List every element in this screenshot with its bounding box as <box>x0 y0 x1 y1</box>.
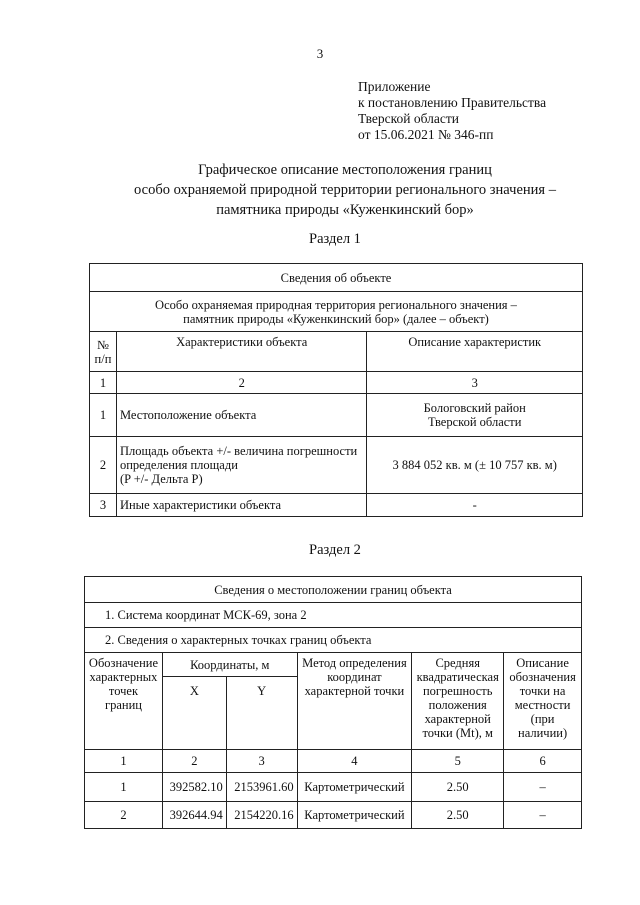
row-description: - <box>367 494 583 517</box>
point-designation: 2 <box>85 802 163 829</box>
characteristic-line: (P +/- Дельта P) <box>119 472 203 486</box>
header-line: точки на <box>519 684 566 698</box>
title-line: памятника природы «Куженкинский бор» <box>216 202 474 218</box>
object-name-line: Особо охраняемая природная территория регионального значения – <box>155 297 517 312</box>
header-x: X <box>162 677 226 750</box>
table-row <box>90 494 583 517</box>
table-row <box>85 802 582 829</box>
header-line: обозначения <box>509 670 576 684</box>
row-characteristic: Иные характеристики объекта <box>116 494 366 517</box>
point-x: 392582.10 <box>162 773 226 802</box>
appendix-line: Тверской области <box>358 111 459 126</box>
table-row <box>85 773 582 802</box>
col-number: 6 <box>504 750 582 773</box>
characteristic-line: Площадь объекта +/- величина погрешности <box>119 444 358 458</box>
point-error: 2.50 <box>412 802 504 829</box>
header-line: Средняя <box>435 656 480 670</box>
header-marker <box>504 653 582 750</box>
table-title: Сведения об объекте <box>90 264 583 292</box>
row-number: 1 <box>90 394 117 437</box>
header-line: Метод определения <box>302 656 407 670</box>
characteristic-line: определения площади <box>119 458 238 472</box>
point-marker: – <box>504 773 582 802</box>
description-line: Бологовский район <box>423 401 526 415</box>
col-number: 3 <box>367 372 583 394</box>
header-line: Описание <box>516 656 569 670</box>
col-number: 5 <box>412 750 504 773</box>
appendix-block <box>358 79 546 143</box>
object-name-line: памятник природы «Куженкинский бор» (далее – объект) <box>183 311 489 326</box>
point-method: Картометрический <box>297 773 412 802</box>
header-characteristic: Характеристики объекта <box>116 332 366 372</box>
object-name-cell <box>90 292 583 332</box>
section2-heading: Раздел 2 <box>309 542 361 558</box>
point-designation: 1 <box>85 773 163 802</box>
header-y: Y <box>226 677 297 750</box>
col-number: 3 <box>226 750 297 773</box>
appendix-line: к постановлению Правительства <box>358 95 547 110</box>
point-marker: – <box>504 802 582 829</box>
header-num <box>90 332 117 372</box>
header-method <box>297 653 412 750</box>
table-row <box>90 437 583 494</box>
col-number: 1 <box>85 750 163 773</box>
header-num-line: п/п <box>94 351 112 366</box>
description-line: Тверской области <box>427 415 522 429</box>
title-line: особо охраняемой природной территории регионального значения – <box>134 182 556 198</box>
header-line: (при <box>530 712 555 726</box>
header-line: характерной точки <box>304 684 405 698</box>
header-num-line: № <box>97 337 109 352</box>
header-description: Описание характеристик <box>367 332 583 372</box>
header-line: точки (Mt), м <box>422 726 493 740</box>
point-method: Картометрический <box>297 802 412 829</box>
header-line: характерных <box>89 670 158 684</box>
header-line: характерной <box>424 712 491 726</box>
document-title <box>60 160 630 220</box>
row-description <box>367 394 583 437</box>
points-title: 2. Сведения о характерных точках границ объекта <box>85 628 582 653</box>
row-description: 3 884 052 кв. м (± 10 757 кв. м) <box>367 437 583 494</box>
header-line: погрешность <box>422 684 493 698</box>
row-characteristic <box>116 437 366 494</box>
col-number: 4 <box>297 750 412 773</box>
coordinate-system: 1. Система координат МСК-69, зона 2 <box>85 603 582 628</box>
object-info-table <box>89 263 583 517</box>
point-error: 2.50 <box>412 773 504 802</box>
col-number: 1 <box>90 372 117 394</box>
row-number: 3 <box>90 494 117 517</box>
header-line: точек <box>108 684 139 698</box>
appendix-line: Приложение <box>358 79 431 94</box>
header-designation <box>85 653 163 750</box>
boundary-points-table <box>84 576 582 829</box>
table-row <box>90 394 583 437</box>
header-line: наличии) <box>518 726 568 740</box>
table-title: Сведения о местоположении границ объекта <box>85 577 582 603</box>
point-y: 2153961.60 <box>226 773 297 802</box>
point-y: 2154220.16 <box>226 802 297 829</box>
header-error <box>412 653 504 750</box>
point-x: 392644.94 <box>162 802 226 829</box>
page-number: 3 <box>316 46 324 61</box>
header-coordinates: Координаты, м <box>162 653 297 677</box>
row-number: 2 <box>90 437 117 494</box>
header-line: Обозначение <box>88 656 158 670</box>
header-line: квадратическая <box>416 670 499 684</box>
title-line: Графическое описание местоположения границ <box>198 162 492 178</box>
header-line: положения <box>428 698 487 712</box>
header-line: местности <box>514 698 571 712</box>
col-number: 2 <box>162 750 226 773</box>
section1-heading: Раздел 1 <box>309 231 361 247</box>
header-line: границ <box>104 698 142 712</box>
appendix-line: от 15.06.2021 № 346-пп <box>358 127 494 142</box>
header-line: координат <box>327 670 382 684</box>
col-number: 2 <box>116 372 366 394</box>
row-characteristic: Местоположение объекта <box>116 394 366 437</box>
